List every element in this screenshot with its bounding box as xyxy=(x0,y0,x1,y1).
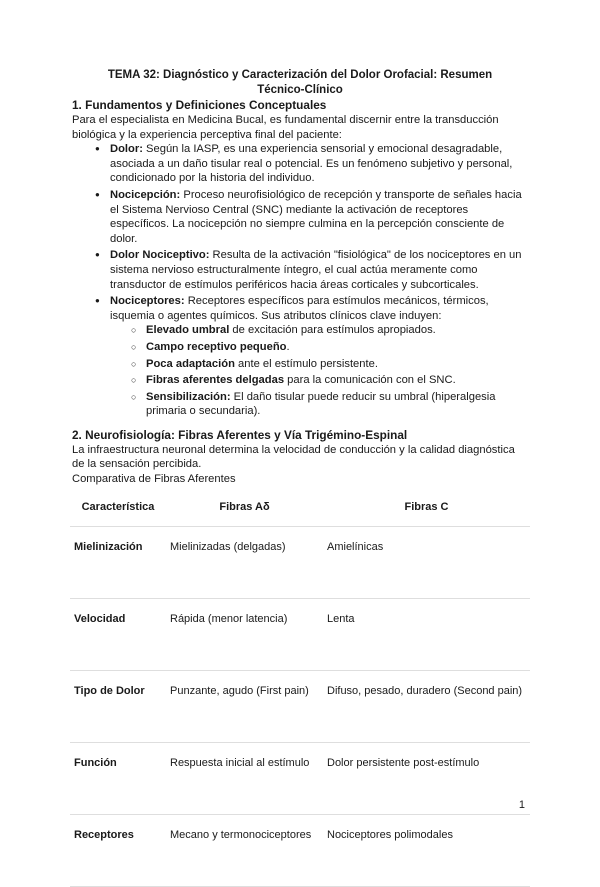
term: Fibras aferentes delgadas xyxy=(146,374,285,387)
term: Elevado umbral xyxy=(146,324,230,337)
term: Nocicepción: xyxy=(110,188,181,201)
sub-item xyxy=(146,357,528,372)
list-item-dolor xyxy=(110,142,528,186)
section-1-heading: 1. Fundamentos y Definiciones Conceptuales xyxy=(72,98,327,112)
definition: . xyxy=(286,340,290,353)
definition: para la comunicación con el SNC. xyxy=(284,374,456,387)
definition: Receptores específicos para estímulos mecánicos, térmicos, isquemia o agentes químicos. Sus atributos clínicos clave induyen: xyxy=(110,295,489,322)
afferent-fibers-table xyxy=(70,489,530,887)
table-cell: Nociceptores polimodales xyxy=(323,814,530,886)
table-row xyxy=(70,526,530,598)
table-cell: Mielinizadas (delgadas) xyxy=(166,526,323,598)
row-header: Mielinización xyxy=(70,526,166,598)
definition: de excitación para estímulos apropiados. xyxy=(229,324,436,337)
section-1-intro: Para el especialista en Medicina Bucal, es fundamental discernir entre la transducción biológica y la experiencia perceptiva final del paciente: xyxy=(72,114,499,141)
list-item-nocicepcion xyxy=(110,188,528,246)
row-header: Receptores xyxy=(70,814,166,886)
term: Dolor: xyxy=(110,143,143,156)
section-2-intro: La infraestructura neuronal determina la velocidad de conducción y la calidad diagnóstica de la sensación percibida. xyxy=(72,443,515,471)
table-cell: Mecano y termonociceptores xyxy=(166,814,323,886)
list-item-nociceptores xyxy=(110,294,528,419)
table-cell: Rápida (menor latencia) xyxy=(166,598,323,670)
table-cell: Difuso, pesado, duradero (Second pain) xyxy=(323,670,530,742)
table-row xyxy=(70,814,530,886)
table-cell: Amielínicas xyxy=(323,526,530,598)
table-row xyxy=(70,670,530,742)
row-header: Tipo de Dolor xyxy=(70,670,166,742)
sub-item xyxy=(146,340,528,355)
row-header: Función xyxy=(70,742,166,814)
table-header-row xyxy=(70,489,530,527)
list-item-dolor-nociceptivo xyxy=(110,248,528,292)
sub-item xyxy=(146,390,528,419)
page-number: 1 xyxy=(518,799,525,811)
definition: El daño tisular puede reducir su umbral (hiperalgesia primaria o secundaria). xyxy=(146,390,496,418)
term: Campo receptivo pequeño xyxy=(146,340,287,353)
table-cell: Respuesta inicial al estímulo xyxy=(166,742,323,814)
term: Sensibilización: xyxy=(146,390,231,403)
term: Nociceptores: xyxy=(110,295,185,308)
table-row xyxy=(70,598,530,670)
column-header: Característica xyxy=(81,500,155,513)
table-row xyxy=(70,742,530,814)
definitions-list xyxy=(72,142,528,419)
definition: Resulta de la activación "fisiológica" de los nociceptores en un sistema nervioso estructuralmente íntegro, el cual actúa meramente como transductor de estímulos periféricos hacia áreas corticales y subcorticales. xyxy=(110,249,522,291)
column-header: Fibras C xyxy=(404,500,449,513)
column-header: Fibras Aδ xyxy=(219,500,270,513)
definition: Proceso neurofisiológico de recepción y transporte de señales hacia el Sistema Nervioso Central (SNC) mediante la activación de receptores específicos. La nocicepción no siempre culmina en la percepción consciente de dolor. xyxy=(110,188,522,245)
definition: Según la IASP, es una experiencia sensorial y emocional desagradable, asociada a un daño tisular real o potencial. Es un fenómeno subjetivo y personal, condicionado por la historia del individuo. xyxy=(110,143,513,185)
nociceptor-attributes-list xyxy=(110,323,528,419)
document-page xyxy=(72,68,528,887)
table-caption: Comparativa de Fibras Aferentes xyxy=(72,473,236,486)
table-cell: Punzante, agudo (First pain) xyxy=(166,670,323,742)
definition: ante el estímulo persistente. xyxy=(234,357,378,370)
term: Poca adaptación xyxy=(146,357,235,370)
document-title: TEMA 32: Diagnóstico y Caracterización del Dolor Orofacial: Resumen Técnico-Clínico xyxy=(107,69,493,96)
table-cell: Dolor persistente post-estímulo xyxy=(323,742,530,814)
term: Dolor Nociceptivo: xyxy=(110,249,210,262)
sub-item xyxy=(146,323,528,338)
row-header: Velocidad xyxy=(70,598,166,670)
table-cell: Lenta xyxy=(323,598,530,670)
section-2-heading: 2. Neurofisiología: Fibras Aferentes y Vía Trigémino-Espinal xyxy=(72,427,408,442)
sub-item xyxy=(146,373,528,388)
